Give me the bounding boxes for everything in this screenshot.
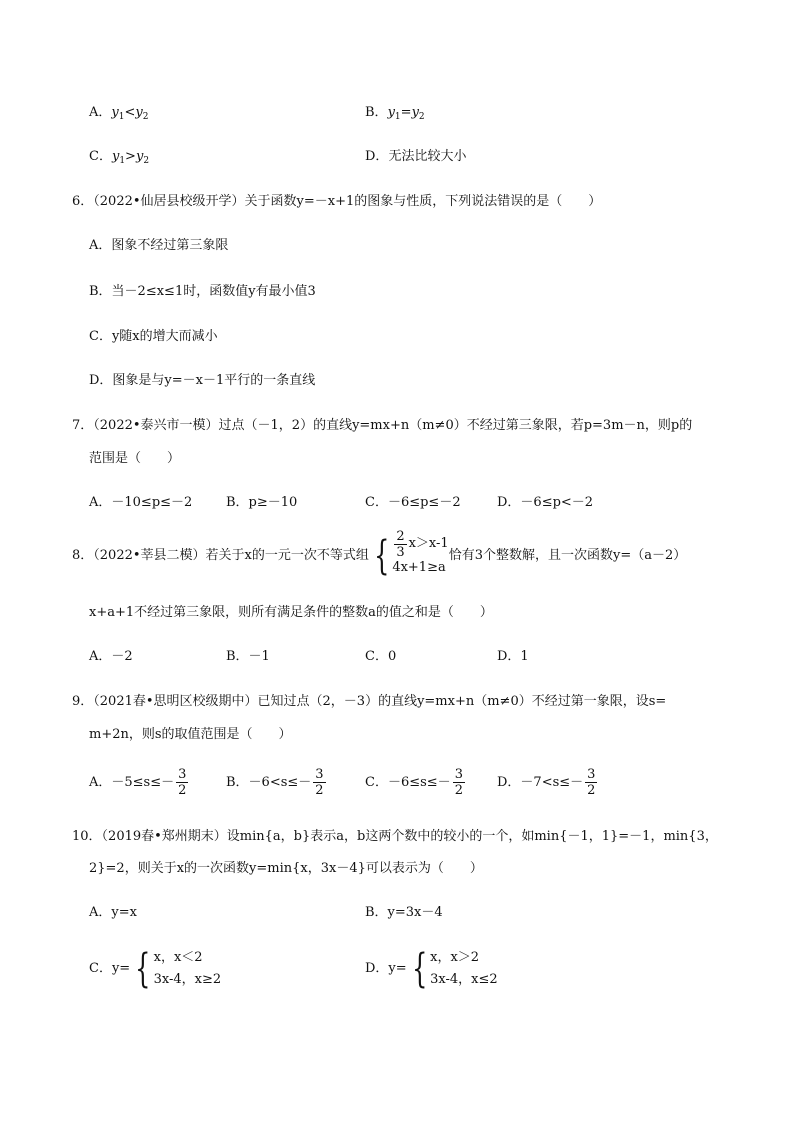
q8-option-d: D．1 bbox=[497, 649, 529, 664]
q9-stem-line1: 9．（2021春•思明区校级期中）已知过点（2，－3）的直线y=mx+n（m≠0）不经过第一象限，设s= bbox=[72, 694, 667, 709]
q6-option-b: B．当－2≤x≤1时，函数值y有最小值3 bbox=[89, 284, 316, 299]
q10-option-c: C．y= { x，x＜2 3x-4，x≥2 bbox=[89, 946, 222, 992]
q10-option-d: D．y= { x，x＞2 3x-4，x≤2 bbox=[365, 946, 498, 992]
q8-stem-line1 bbox=[72, 528, 687, 579]
q6-option-a: A．图象不经过第三象限 bbox=[89, 238, 229, 253]
q8-stem-pre: 8．（2022•莘县二模）若关于x的一元一次不等式组 bbox=[72, 548, 369, 563]
brace-icon: { bbox=[411, 946, 428, 992]
q9-option-d: D．－7<s≤－ $\frac{3}{2}$ bbox=[497, 767, 596, 798]
q9-stem-line2: m+2n，则s的取值范围是（ ） bbox=[89, 727, 292, 742]
q7-stem-line1: 7．（2022•泰兴市一模）过点（－1，2）的直线y=mx+n（m≠0）不经过第三象限，若p=3m－n，则p的 bbox=[72, 418, 693, 433]
q7-option-c: C．－6≤p≤－2 bbox=[365, 495, 461, 510]
q7-option-a: A．－10≤p≤－2 bbox=[89, 495, 193, 510]
q8-option-b: B．－1 bbox=[226, 649, 270, 664]
q8-stem-line2: x+a+1不经过第三象限，则所有满足条件的整数a的值之和是（ ） bbox=[89, 605, 493, 620]
q5-option-a: A．$y_1<y_2$ bbox=[89, 105, 149, 122]
q8-stem-post: 恰有3个整数解，且一次函数y=（a－2） bbox=[448, 548, 687, 563]
q9-option-a: A．－5≤s≤－ $\frac{3}{2}$ bbox=[89, 767, 187, 798]
q10-c-row1: x，x＜2 bbox=[153, 950, 203, 965]
q10-option-b: B．y=3x－4 bbox=[365, 905, 443, 920]
q7-stem-line2: 范围是（ ） bbox=[89, 451, 181, 466]
q10-d-row2: 3x-4，x≤2 bbox=[430, 972, 498, 987]
q10-option-a: A．y=x bbox=[89, 905, 137, 920]
q7-option-b: B．p≥－10 bbox=[226, 495, 298, 510]
q8-option-a: A．－2 bbox=[89, 649, 133, 664]
q5-option-d: D．无法比较大小 bbox=[365, 149, 467, 164]
q9-option-c: C．－6≤s≤－ $\frac{3}{2}$ bbox=[365, 767, 463, 798]
q8-option-c: C．0 bbox=[365, 649, 397, 664]
q10-c-row2: 3x-4，x≥2 bbox=[153, 972, 222, 987]
q6-option-c: C．y随x的增大而减小 bbox=[89, 329, 218, 344]
q10-d-row1: x，x＞2 bbox=[430, 950, 480, 965]
q7-option-d: D．－6≤p<－2 bbox=[497, 495, 594, 510]
brace-icon: { bbox=[135, 946, 151, 992]
q10-stem-line2: 2}=2，则关于x的一次函数y=min{x，3x－4}可以表示为（ ） bbox=[89, 861, 483, 876]
q9-option-b: B．－6<s≤－ $\frac{3}{2}$ bbox=[226, 767, 324, 798]
brace-icon: { bbox=[373, 533, 390, 579]
q5-option-b: B．$y_1=y_2$ bbox=[365, 105, 425, 122]
q5-option-c: C．$y_1>y_2$ bbox=[89, 149, 150, 166]
q6-stem: 6．（2022•仙居县校级开学）关于函数y=－x+1的图象与性质，下列说法错误的是（ ） bbox=[72, 194, 602, 209]
q10-stem-line1: 10．（2019春•郑州期末）设min{a，b}表示a，b这两个数中的较小的一个，如min{－1，1}=－1，min{3， bbox=[72, 829, 718, 844]
q8-ineq-1: $\frac{2}{3}$ x＞x-1 bbox=[396, 528, 449, 560]
q8-ineq-2: 4x+1≥a bbox=[392, 560, 446, 575]
q6-option-d: D．图象是与y=－x－1平行的一条直线 bbox=[89, 373, 316, 388]
q8-inequality-system bbox=[369, 528, 449, 579]
